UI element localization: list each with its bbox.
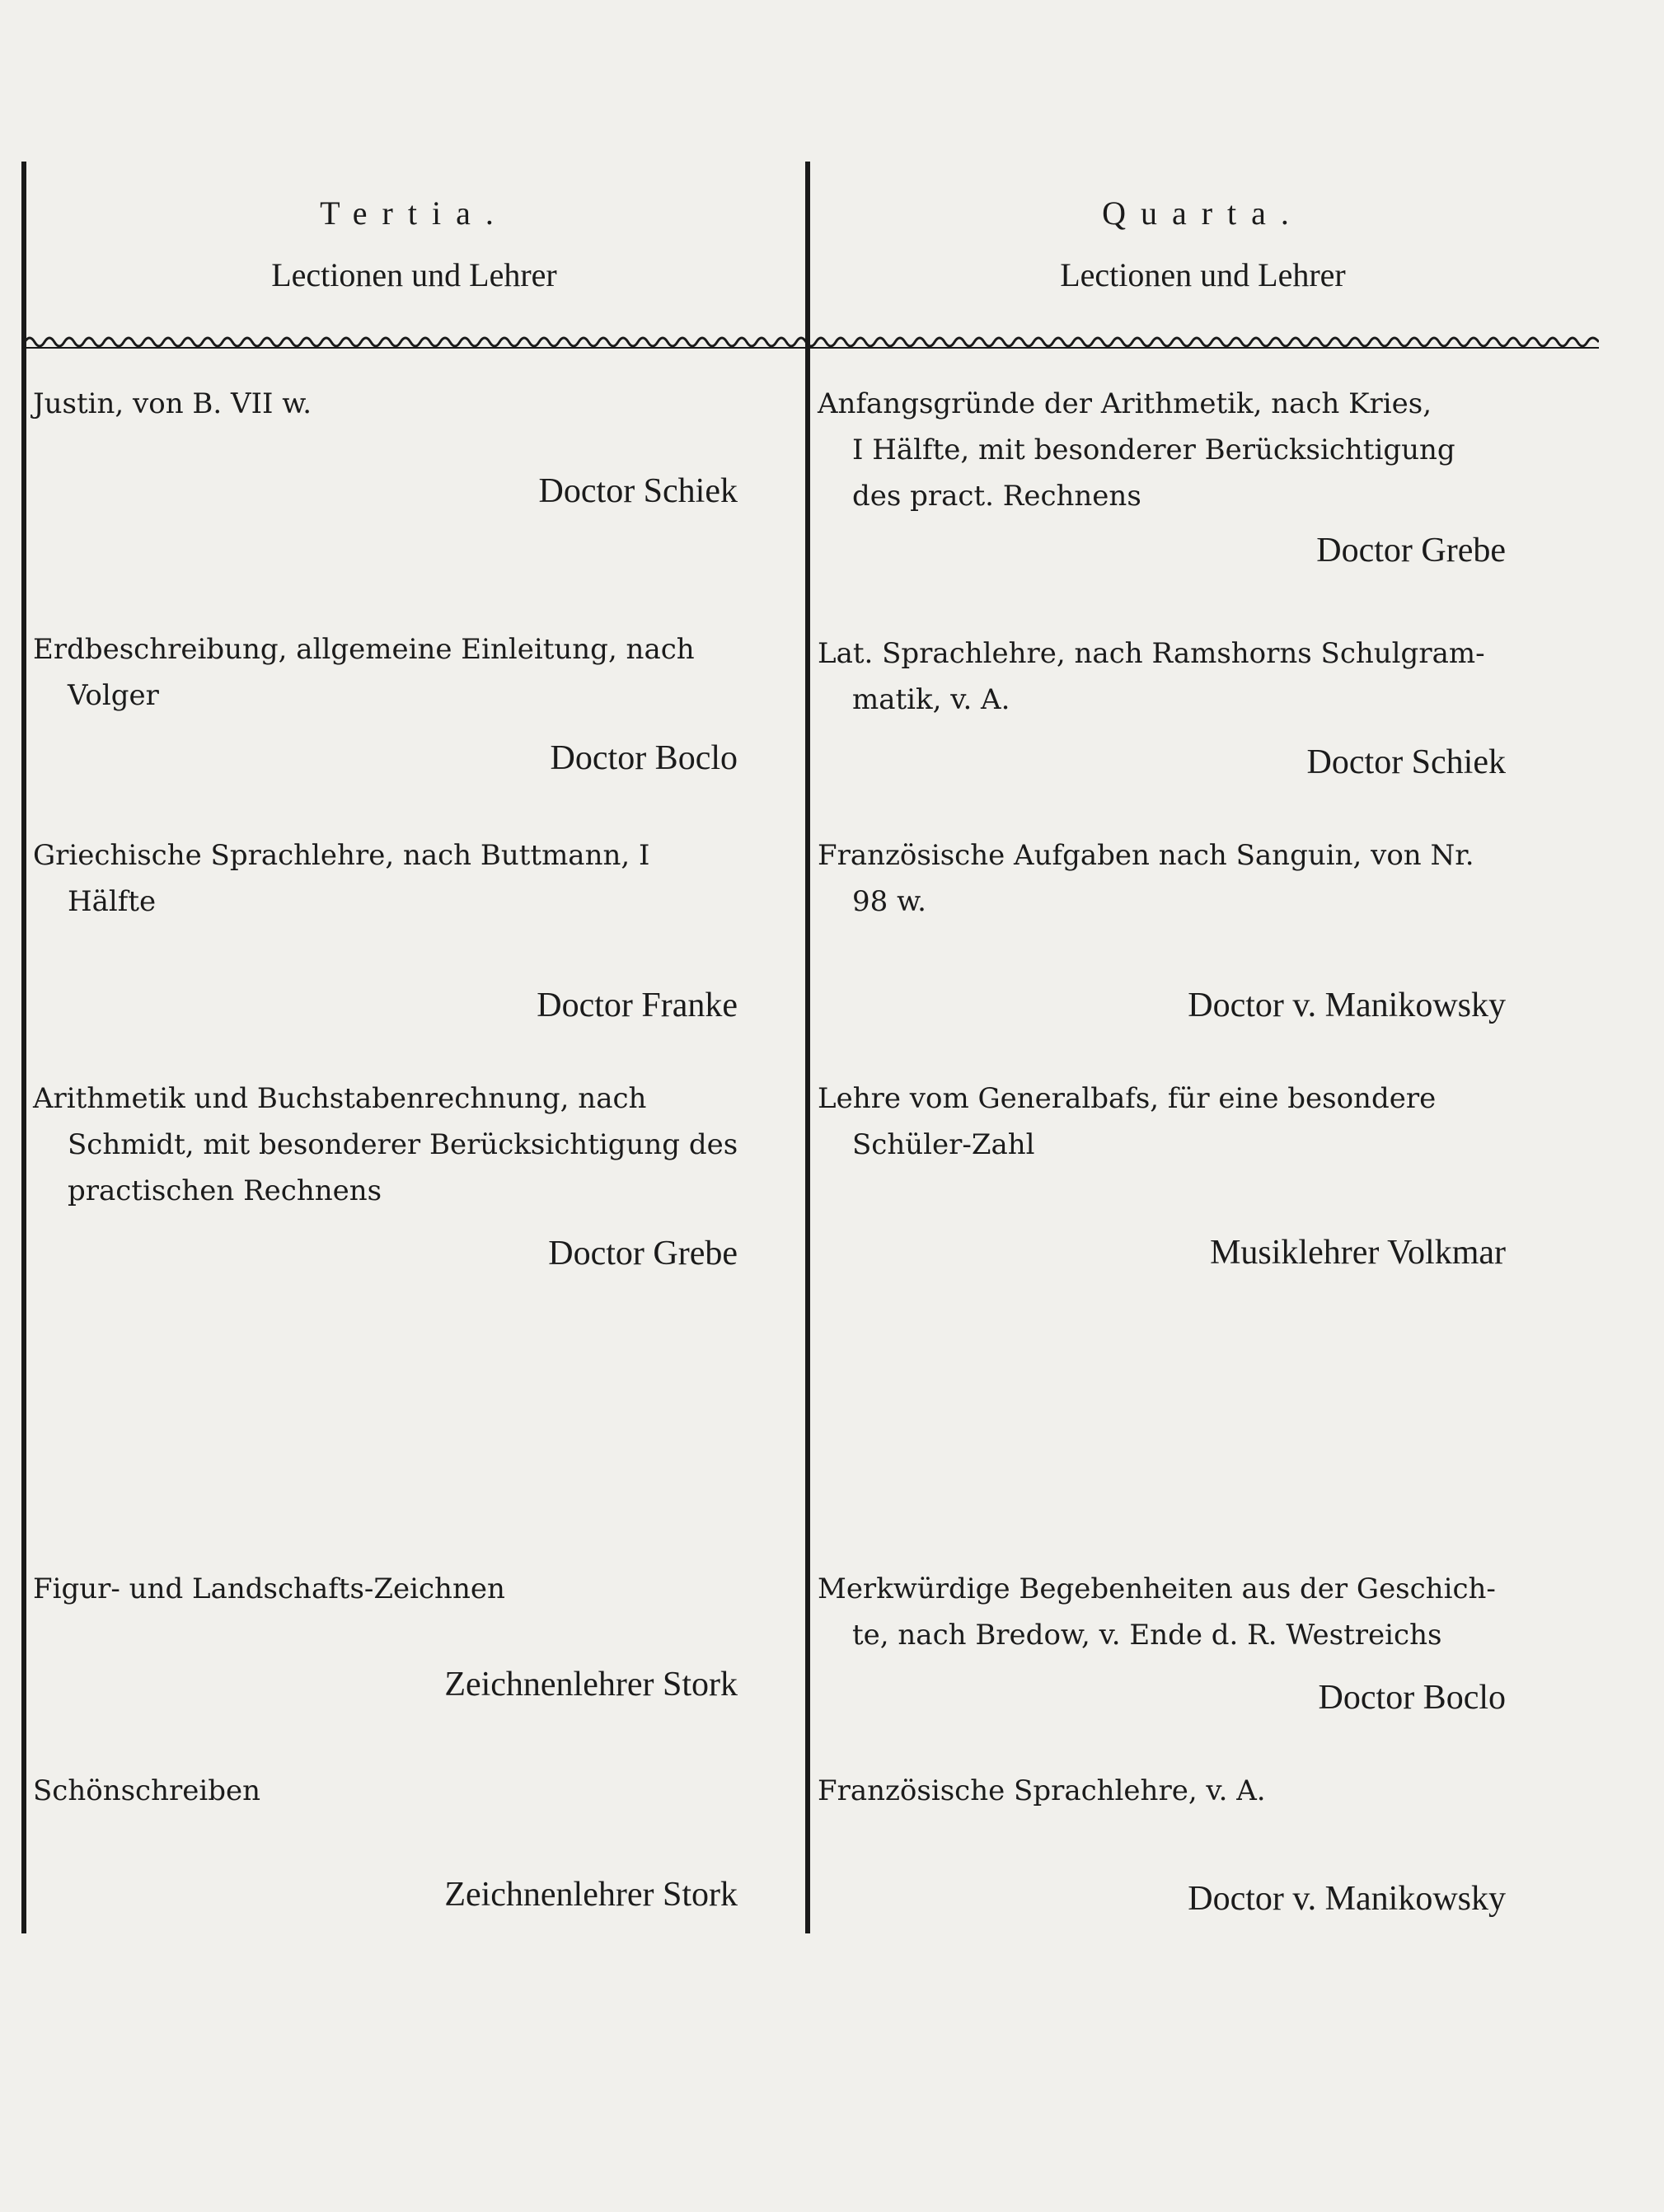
lesson-line: Griechische Sprachlehre, nach Buttmann, I	[33, 839, 650, 872]
lesson-text	[33, 832, 795, 925]
tertia-entry	[33, 626, 795, 781]
lesson-line: Hälfte	[68, 885, 157, 918]
lesson-text	[818, 1566, 1588, 1658]
lesson-line: I Hälfte, mit besonderer Berücksichtigung	[852, 433, 1455, 466]
quarta-entry	[818, 1076, 1588, 1276]
teacher-name: Musiklehrer Volkmar	[1210, 1234, 1506, 1272]
quarta-heading: Quarta.	[1102, 194, 1304, 232]
lesson-text: Figur- und Landschafts-Zeichnen	[33, 1572, 505, 1605]
lesson-text	[818, 381, 1588, 519]
tertia-entry	[33, 381, 795, 514]
tertia-entry	[33, 1566, 795, 1708]
tertia-entry	[33, 832, 795, 1029]
lesson-line: Arithmetik und Buchstabenrechnung, nach	[33, 1082, 647, 1115]
teacher-name: Doctor v. Manikowsky	[1188, 986, 1506, 1024]
lesson-line: Lat. Sprachlehre, nach Ramshorns Schulgram-	[818, 637, 1485, 670]
lesson-line: des pract. Rechnens	[852, 480, 1141, 513]
lesson-line: Anfangsgründe der Arithmetik, nach Kries,	[818, 387, 1432, 420]
tertia-entry	[33, 1768, 795, 1918]
lesson-text	[818, 1076, 1588, 1168]
lesson-line: practischen Rechnens	[68, 1174, 382, 1207]
lesson-text	[33, 626, 795, 719]
quarta-entry	[818, 832, 1588, 1029]
quarta-subheading: Lectionen und Lehrer	[1060, 256, 1346, 293]
lesson-line: Volger	[68, 679, 159, 712]
lesson-line: te, nach Bredow, v. Ende d. R. Westreichs	[852, 1619, 1442, 1652]
lesson-text: Französische Sprachlehre, v. A.	[818, 1774, 1266, 1807]
quarta-entry	[818, 1566, 1588, 1721]
lesson-text	[818, 832, 1588, 925]
teacher-name: Doctor Boclo	[1318, 1679, 1506, 1717]
lesson-line: matik, v. A.	[852, 683, 1010, 716]
teacher-name: Doctor v. Manikowsky	[1188, 1880, 1506, 1918]
lesson-text: Justin, von B. VII w.	[33, 387, 312, 420]
teacher-name: Doctor Schiek	[538, 472, 738, 510]
quarta-entry	[818, 381, 1588, 574]
quarta-entry	[818, 630, 1588, 785]
lesson-text	[33, 1076, 795, 1214]
lesson-line: Schmidt, mit besonderer Berücksichtigung des	[68, 1128, 738, 1161]
lesson-line: Merkwürdige Begebenheiten aus der Geschich-	[818, 1572, 1496, 1605]
lesson-line: Erdbeschreibung, allgemeine Einleitung, nach	[33, 633, 695, 666]
wavy-header-divider	[25, 330, 1599, 354]
tertia-subheading: Lectionen und Lehrer	[271, 256, 557, 293]
lesson-text	[818, 630, 1588, 723]
center-column-rule	[805, 162, 810, 1933]
tertia-heading: Tertia.	[320, 194, 509, 232]
teacher-name: Doctor Boclo	[550, 739, 738, 777]
teacher-name: Doctor Schiek	[1306, 743, 1506, 781]
teacher-name: Doctor Franke	[537, 986, 738, 1024]
lesson-text: Schönschreiben	[33, 1774, 261, 1807]
teacher-name: Zeichnenlehrer Stork	[444, 1876, 738, 1914]
lesson-line: 98 w.	[852, 885, 926, 918]
tertia-entry	[33, 1076, 795, 1277]
lesson-line: Schüler-Zahl	[852, 1128, 1035, 1161]
teacher-name: Zeichnenlehrer Stork	[444, 1666, 738, 1704]
quarta-entry	[818, 1768, 1588, 1922]
lesson-line: Lehre vom Generalbafs, für eine besondere	[818, 1082, 1437, 1115]
lesson-line: Französische Aufgaben nach Sanguin, von Nr.	[818, 839, 1474, 872]
left-border-rule	[21, 162, 26, 1933]
teacher-name: Doctor Grebe	[1316, 532, 1506, 569]
teacher-name: Doctor Grebe	[548, 1235, 738, 1272]
